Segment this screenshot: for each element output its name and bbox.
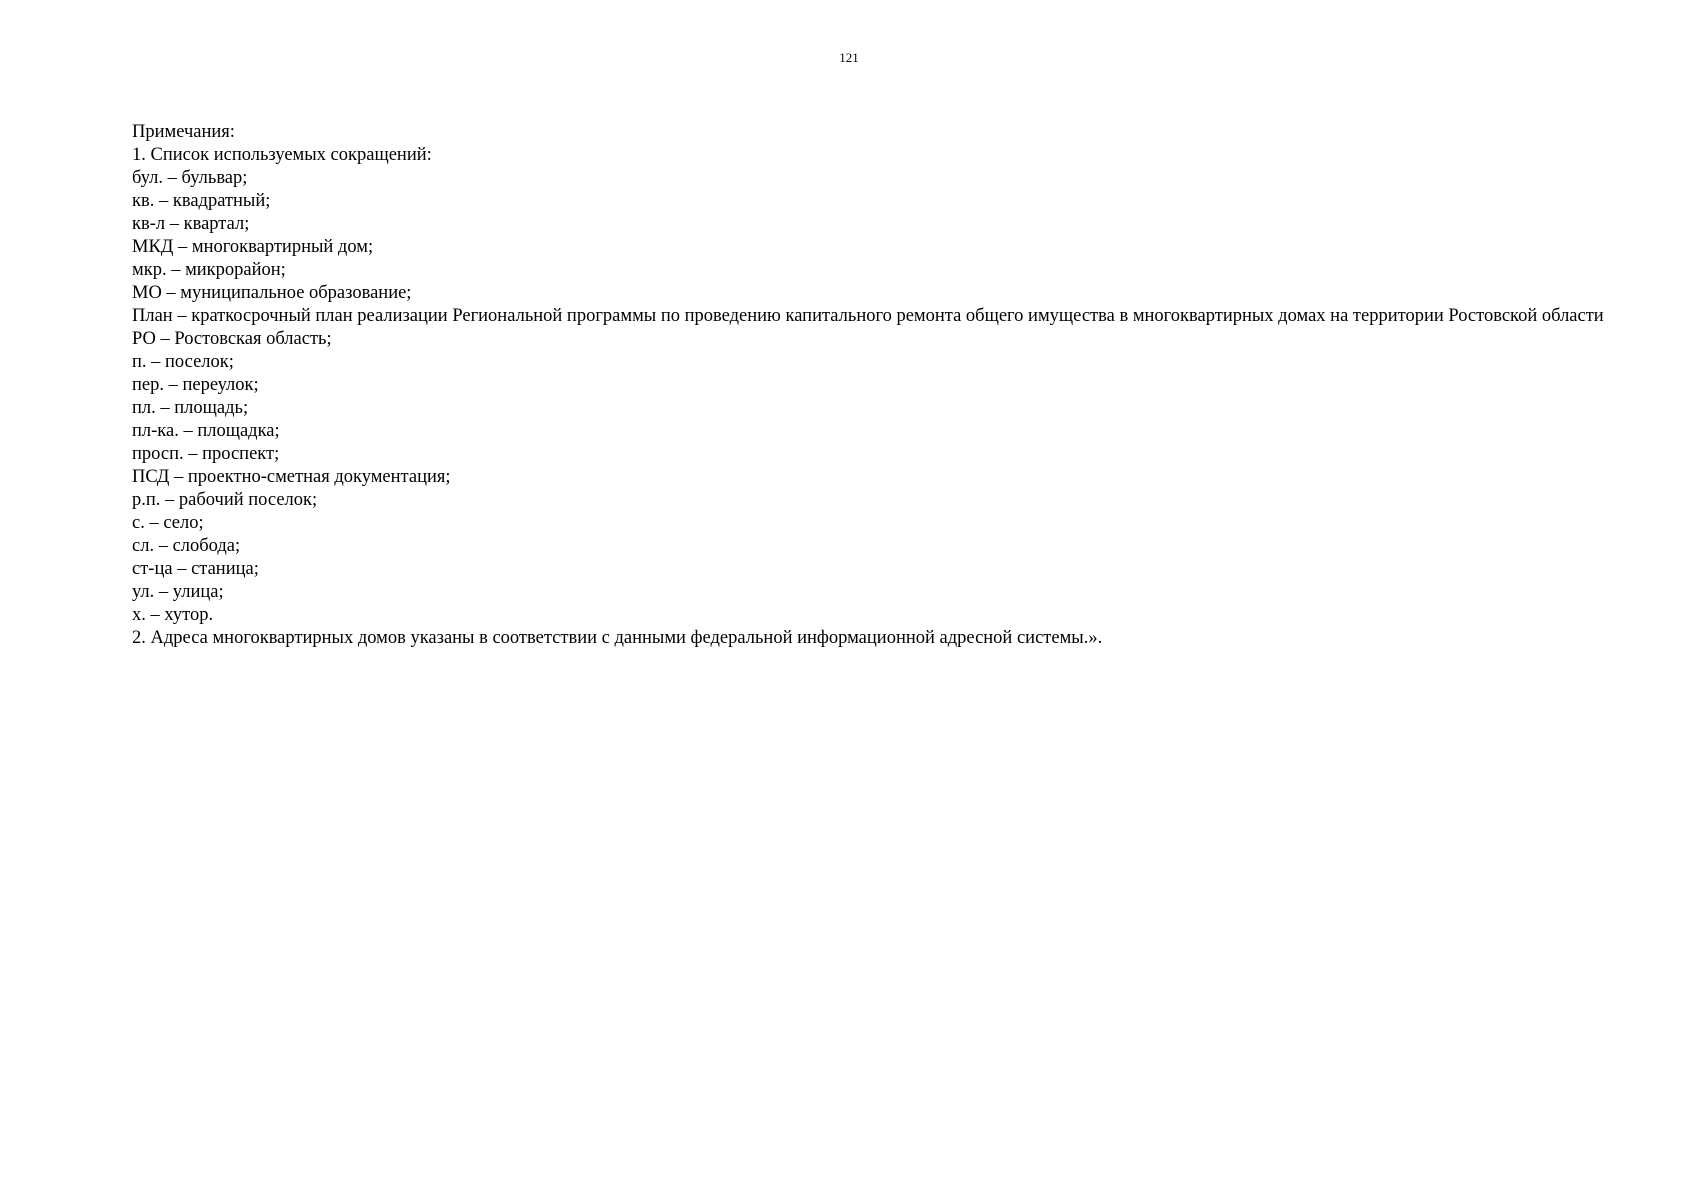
page-number: 121	[839, 50, 859, 65]
abbreviation-item: пер. – переулок;	[132, 375, 259, 395]
abbreviation-item: МО – муниципальное образование;	[132, 283, 412, 303]
abbreviations-intro: 1. Список используемых сокращений:	[132, 145, 432, 165]
abbreviation-item: р.п. – рабочий поселок;	[132, 490, 318, 510]
abbreviation-item: ул. – улица;	[132, 582, 224, 602]
abbreviation-item: просп. – проспект;	[132, 444, 280, 464]
abbreviation-item: кв-л – квартал;	[132, 214, 250, 234]
notes-section	[132, 121, 1617, 650]
note-item-2: 2. Адреса многоквартирных домов указаны в соответствии с данными федеральной информационной адресной системы.».	[132, 628, 1103, 648]
abbreviation-item: п. – поселок;	[132, 352, 234, 372]
abbreviation-item: пл. – площадь;	[132, 398, 249, 418]
abbreviation-item: РО – Ростовская область;	[132, 329, 332, 349]
abbreviation-item: МКД – многоквартирный дом;	[132, 237, 374, 257]
abbreviation-item: пл-ка. – площадка;	[132, 421, 280, 441]
abbreviation-item: с. – село;	[132, 513, 204, 533]
abbreviation-item: кв. – квадратный;	[132, 191, 271, 211]
notes-heading: Примечания:	[132, 122, 235, 142]
abbreviation-item: мкр. – микрорайон;	[132, 260, 286, 280]
abbreviation-item: ст-ца – станица;	[132, 559, 259, 579]
abbreviation-item-plan: План – краткосрочный план реализации Региональной программы по проведению капитального ремонта общего имущества в многоквартирных домах на территории Ростовской области	[132, 306, 1604, 326]
abbreviation-item: ПСД – проектно-сметная документация;	[132, 467, 451, 487]
abbreviation-item: х. – хутор.	[132, 605, 214, 625]
abbreviation-item: бул. – бульвар;	[132, 168, 248, 188]
abbreviation-item: сл. – слобода;	[132, 536, 241, 556]
